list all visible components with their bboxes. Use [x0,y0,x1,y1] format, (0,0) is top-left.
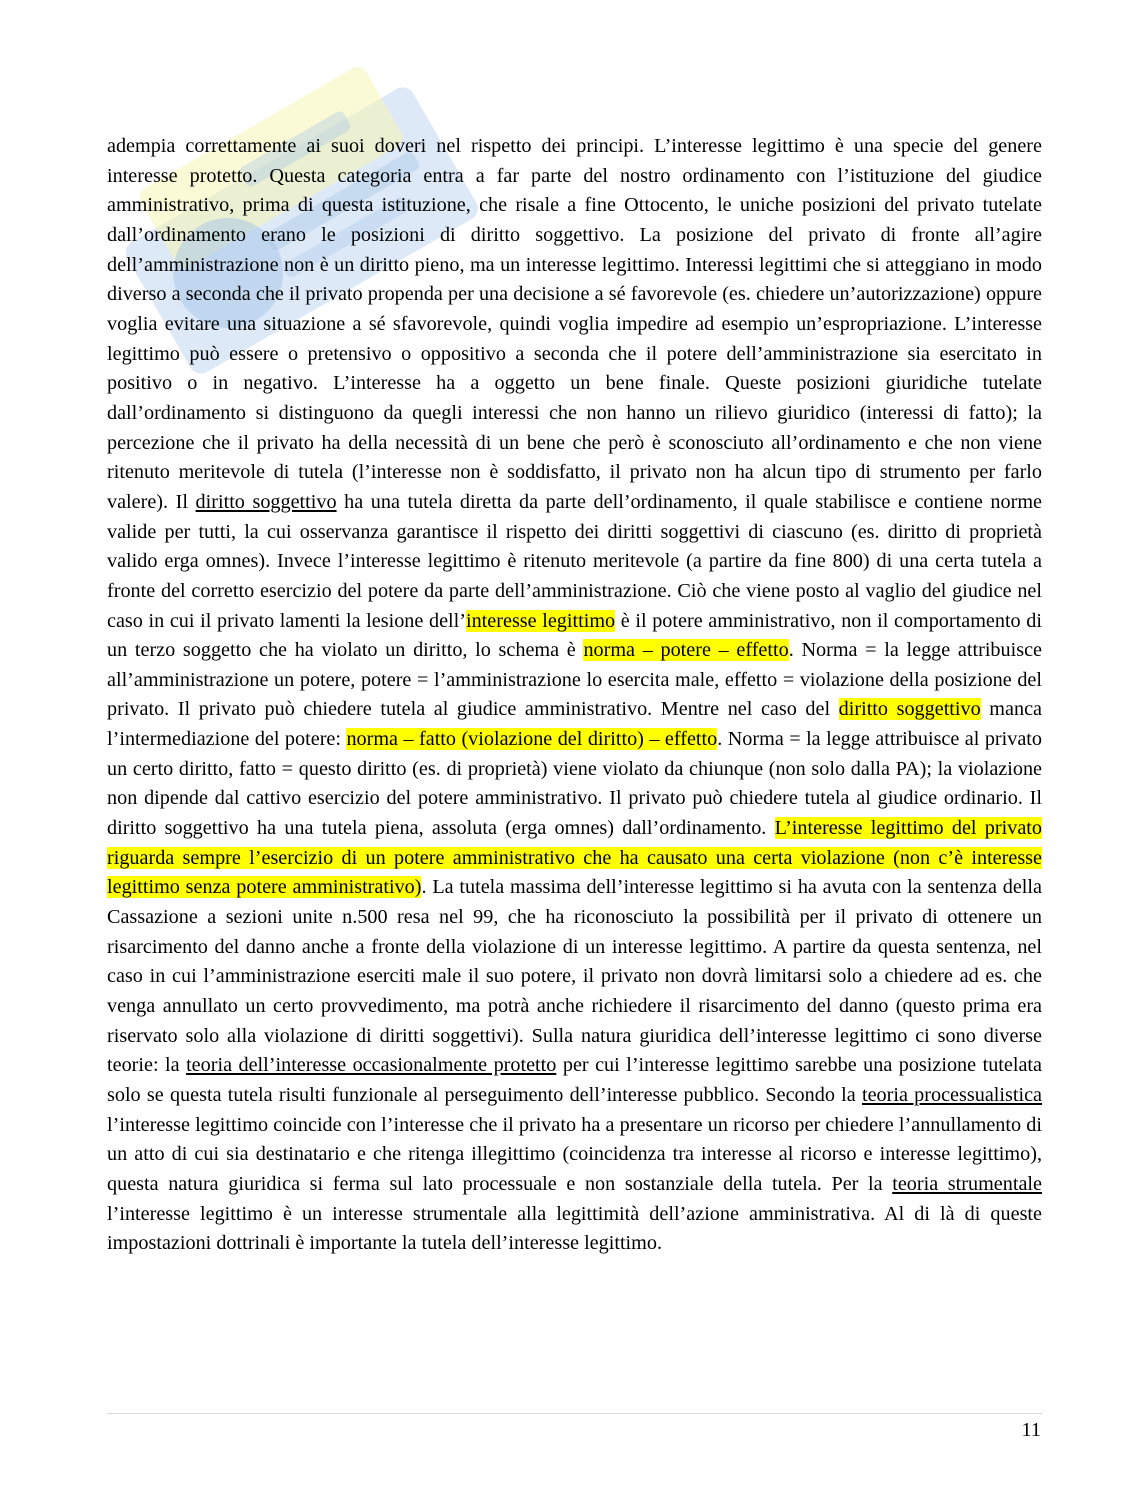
highlighted-text: norma – fatto (violazione del diritto) – effetto [346,728,718,751]
footer-divider [107,1413,1042,1414]
text-run: . La tutela massima dell’interesse legittimo si ha avuta con la sentenza della Cassazione a sezioni unite n.500 resa nel 99, che ha riconosciuto la possibilità per il privato di ottenere un risarcimento del danno anche a fronte della violazione di un interesse legittimo. A partire da questa sentenza, nel caso in cui l’amministrazione eserciti male il suo potere, il privato non dovrà limitarsi solo a chiedere ad es. che venga annullato un certo provvedimento, ma potrà anche richiedere il risarcimento del danno (questo prima era riservato solo alla violazione di diritti soggettivi). Sulla natura giuridica dell’interesse legittimo ci sono diverse teorie: la [107,876,1042,1077]
underlined-term: teoria processualistica [861,1084,1042,1106]
text-run: è il potere amministrativo, non il comportamento di un terzo soggetto che ha violato un diritto, lo schema è [107,609,1042,662]
text-run: adempia correttamente ai suoi doveri nel rispetto dei principi. L’interesse legittimo è una specie del genere interesse protetto. Questa categoria entra a far parte del nostro ordinamento con l’istituzione del giudice amministrativo, prima di questa istituzione, che risale a fine Ottocento, le uniche posizioni del privato tutelate dall’ordinamento erano le posizioni di diritto soggettivo. La posizione del privato di fronte all’agire dell’amministrazione non è un diritto pieno, ma un interesse legittimo. Interessi legittimi che si atteggiano in modo diverso a seconda che il privato propenda per una decisione a sé favorevole (es. chiedere un’autorizzazione) oppure voglia evitare una situazione a sé sfavorevole, quindi voglia impedire ad esempio un’espropriazione. L’interesse legittimo può essere o pretensivo o oppositivo a seconda che il potere dell’amministrazione sia esercitato in positivo o in negativo. L’interesse ha a oggetto un bene finale. Queste posizioni giuridiche tutelate dall’ordinamento si distinguono da quegli interessi che non hanno un rilievo giuridico (interessi di fatto); la percezione che il privato ha della necessità di un bene che però è sconosciuto all’ordinamento e che non viene ritenuto meritevole di tutela (l’interesse non è soddisfatto, il privato non ha alcun tipo di strumento per farlo valere). Il [107,135,1042,513]
document-body [107,132,1042,1259]
main-paragraph [107,132,1042,1259]
highlighted-text: interesse legittimo [465,609,616,632]
text-run: per cui l’interesse legittimo sarebbe una posizione tutelata solo se questa tutela risulti funzionale al perseguimento dell’interesse pubblico. Secondo la [107,1054,1042,1106]
highlighted-text: diritto soggettivo [838,698,981,721]
highlighted-text: norma – potere – effetto [583,639,789,662]
text-run: . Norma = la legge attribuisce al privato un certo diritto, fatto = questo diritto (es. di proprietà) viene violato da chiunque (non solo dalla PA); la violazione non dipende dal cattivo esercizio del potere amministrativo. Il privato può chiedere tutela al giudice ordinario. Il diritto soggettivo ha una tutela piena, assoluta (erga omnes) dall’ordinamento. [107,728,1042,840]
underlined-term: diritto soggettivo [195,490,337,513]
text-run: manca l’intermediazione del potere: [107,698,1042,751]
text-run: ha una tutela diretta da parte dell’ordinamento, il quale stabilisce e contiene norme valide per tutti, la cui osservanza garantisce il rispetto dei diritti soggettivi di ciascuno (es. diritto di proprietà valido erga omnes). Invece l’interesse legittimo è ritenuto meritevole (a partire da fine 800) di una certa tutela a fronte del corretto esercizio del potere da parte dell’amministrazione. Ciò che viene posto al vaglio del giudice nel caso in cui il privato lamenti la lesione dell’ [107,490,1042,632]
text-run: l’interesse legittimo coincide con l’interesse che il privato ha a presentare un ricorso per chiedere l’annullamento di un atto di cui sia destinatario e che ritenga illegittimo (coincidenza tra interesse al ricorso e interesse legittimo), questa natura giuridica si ferma sul lato processuale e non sostanziale della tutela. Per la [107,1113,1042,1195]
underlined-term: teoria strumentale [892,1172,1042,1195]
text-run: l’interesse legittimo è un interesse strumentale alla legittimità dell’azione amministrativa. Al di là di queste impostazioni dottrinali è importante la tutela dell’interesse legittimo. [107,1202,1042,1255]
highlighted-text: L’interesse legittimo del privato riguarda sempre l’esercizio di un potere amministrativo che ha causato una certa violazione (non c’è interesse legittimo senza potere amministrativo) [107,817,1042,899]
underlined-term: teoria dell’interesse occasionalmente protetto [186,1054,557,1077]
text-run: . Norma = la legge attribuisce all’amministrazione un potere, potere = l’amministrazione lo esercita male, effetto = violazione della posizione del privato. Il privato può chiedere tutela al giudice amministrativo. Mentre nel caso del [107,639,1043,721]
page-number: 11 [1021,1419,1041,1441]
